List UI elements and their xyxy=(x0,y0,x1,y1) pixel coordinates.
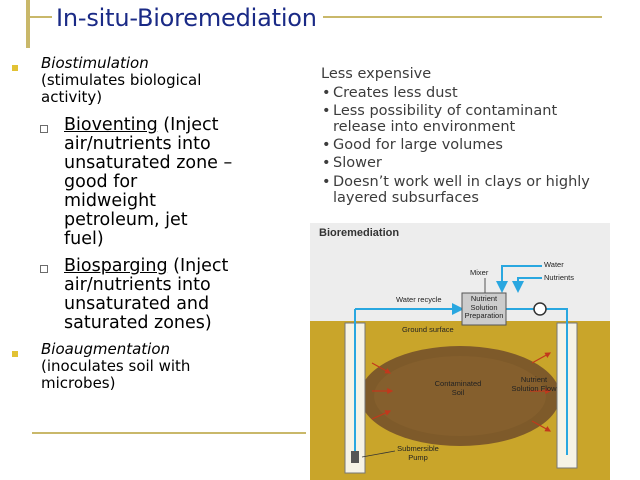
bullet-dot-icon: • xyxy=(322,103,331,119)
biostimulation-text xyxy=(41,55,201,106)
hollow-square-bullet-icon xyxy=(40,265,48,273)
biosparging-line: (Inject xyxy=(167,256,229,276)
ground-surface-label: Ground surface xyxy=(402,325,454,334)
mixer-label: Mixer xyxy=(470,268,489,277)
pump-wheel-icon xyxy=(534,303,546,315)
biosparging-line: unsaturated and xyxy=(64,294,210,314)
preparation-label-line: Solution xyxy=(470,302,498,312)
biosparging-line: air/nutrients into xyxy=(64,275,211,295)
biosparging-line: saturated zones) xyxy=(64,313,212,333)
bioventing-line: petroleum, jet xyxy=(64,210,188,230)
water-label: Water xyxy=(544,260,564,269)
slide-title: In-situ-Bioremediation xyxy=(52,4,323,32)
advantage-line: Slower xyxy=(333,155,382,171)
bioaugmentation-line: Bioaugmentation xyxy=(41,340,171,358)
bioaugmentation-line: (inoculates soil with xyxy=(41,357,191,375)
bioaugmentation-text xyxy=(41,341,190,392)
submersible-pump-icon xyxy=(351,451,359,463)
bullet-dot-icon: • xyxy=(322,137,331,153)
bullet-dot-icon: • xyxy=(322,174,331,190)
advantage-line: Less possibility of contaminant xyxy=(333,103,558,119)
nutrient-flow-label-line: Solution Flow xyxy=(511,383,557,393)
bioventing-line: fuel) xyxy=(64,229,104,249)
title-accent-bar xyxy=(26,0,30,48)
biostimulation-line: Biostimulation xyxy=(41,54,149,72)
water-recycle-label: Water recycle xyxy=(396,295,442,304)
bioremediation-diagram xyxy=(310,223,610,480)
submersible-pump-label xyxy=(390,445,446,462)
bioventing-line: unsaturated zone – xyxy=(64,153,233,173)
bioventing-line: air/nutrients into xyxy=(64,134,211,154)
advantage-line: layered subsurfaces xyxy=(333,190,479,206)
biostimulation-line: activity) xyxy=(41,88,103,106)
contaminated-soil-label xyxy=(428,380,488,397)
contaminated-soil-label-line: Soil xyxy=(451,387,465,397)
preparation-label xyxy=(462,295,506,321)
biosparging-keyword: Biosparging xyxy=(64,256,168,276)
bioventing-line: good for xyxy=(64,172,138,192)
bioventing-line: midweight xyxy=(64,191,157,211)
advantage-line: release into environment xyxy=(333,119,516,135)
preparation-label-line: Preparation xyxy=(464,311,504,320)
advantage-line: Creates less dust xyxy=(333,85,458,101)
advantage-line: Good for large volumes xyxy=(333,137,503,153)
preparation-label-line: Nutrient xyxy=(470,294,498,303)
bioventing-text xyxy=(64,116,232,249)
square-bullet-icon xyxy=(12,65,18,71)
bioventing-keyword: Bioventing xyxy=(64,115,158,135)
diagram-title: Bioremediation xyxy=(319,227,400,239)
biosparging-text xyxy=(64,257,228,333)
bottom-rule xyxy=(32,432,306,434)
less-expensive-heading: Less expensive xyxy=(321,66,432,82)
bullet-dot-icon: • xyxy=(322,155,331,171)
biostimulation-line: (stimulates biological xyxy=(41,71,202,89)
bioremediation-diagram-svg xyxy=(310,223,610,480)
nutrient-flow-label xyxy=(506,376,562,393)
bullet-dot-icon: • xyxy=(322,85,331,101)
contaminated-soil-label-line: Contaminated xyxy=(434,379,482,388)
bioventing-line: (Inject xyxy=(157,115,219,135)
hollow-square-bullet-icon xyxy=(40,125,48,133)
nutrients-label: Nutrients xyxy=(544,273,575,282)
nutrient-flow-label-line: Nutrient xyxy=(520,375,548,384)
bioaugmentation-line: microbes) xyxy=(41,374,116,392)
advantage-line: Doesn’t work well in clays or highly xyxy=(333,174,590,190)
submersible-pump-label-line: Pump xyxy=(408,452,428,462)
square-bullet-icon xyxy=(12,351,18,357)
submersible-pump-label-line: Submersible xyxy=(397,444,439,453)
